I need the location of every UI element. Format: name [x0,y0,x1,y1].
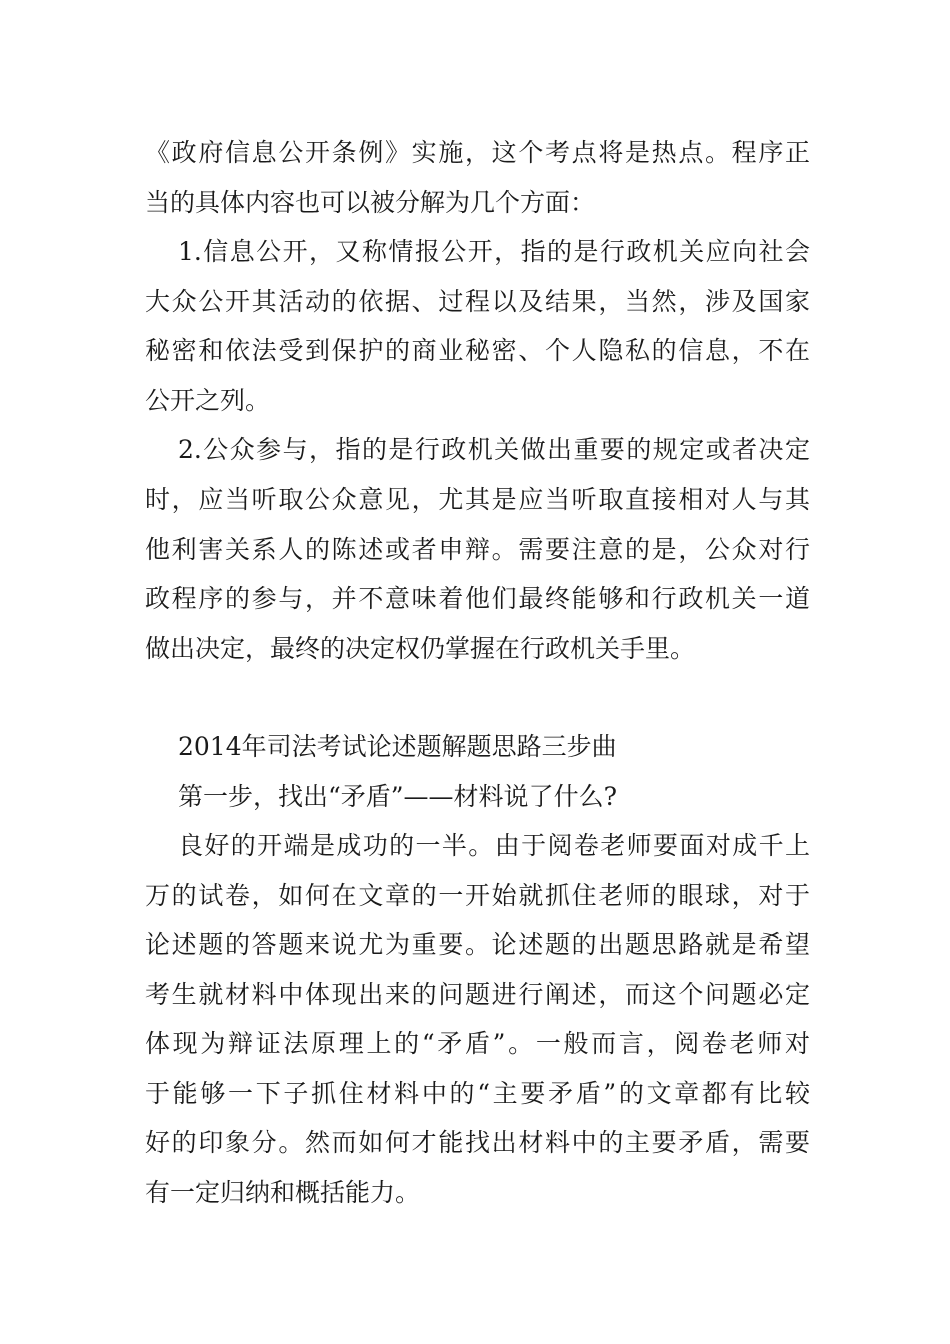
section-title: 2014年司法考试论述题解题思路三步曲 [178,732,617,761]
list-item-line: 政程序的参与，并不意味着他们最终能够和行政机关一道 [145,584,810,613]
paragraph-line: 考生就材料中体现出来的问题进行阐述，而这个问题必定 [145,980,810,1009]
paragraph-line: 于能够一下子抓住材料中的“主要矛盾”的文章都有比较 [145,1079,810,1108]
list-item-line: 公开之列。 [145,386,271,415]
paragraph-line: 体现为辩证法原理上的“矛盾”。一般而言，阅卷老师对 [145,1029,810,1058]
list-item-line: 1.信息公开，又称情报公开，指的是行政机关应向社会 [178,237,810,266]
list-item-line: 秘密和依法受到保护的商业秘密、个人隐私的信息，不在 [145,336,810,365]
paragraph-line: 当的具体内容也可以被分解为几个方面： [145,188,596,217]
paragraph-line: 好的印象分。然而如何才能找出材料中的主要矛盾，需要 [145,1128,810,1157]
list-item-line: 大众公开其活动的依据、过程以及结果，当然，涉及国家 [145,287,810,316]
list-item-line: 他利害关系人的陈述或者申辩。需要注意的是，公众对行 [145,535,810,564]
paragraph-line: 有一定归纳和概括能力。 [145,1178,421,1207]
step-heading: 第一步，找出“矛盾”——材料说了什么? [178,782,617,811]
list-item-line: 2.公众参与，指的是行政机关做出重要的规定或者决定 [178,435,810,464]
paragraph-line: 《政府信息公开条例》实施，这个考点将是热点。程序正 [145,138,810,167]
list-item-line: 做出决定，最终的决定权仍掌握在行政机关手里。 [145,634,696,663]
paragraph-line: 论述题的答题来说尤为重要。论述题的出题思路就是希望 [145,930,810,959]
list-item-line: 时，应当听取公众意见，尤其是应当听取直接相对人与其 [145,485,810,514]
paragraph-line: 良好的开端是成功的一半。由于阅卷老师要面对成千上 [178,831,810,860]
paragraph-line: 万的试卷，如何在文章的一开始就抓住老师的眼球，对于 [145,881,810,910]
